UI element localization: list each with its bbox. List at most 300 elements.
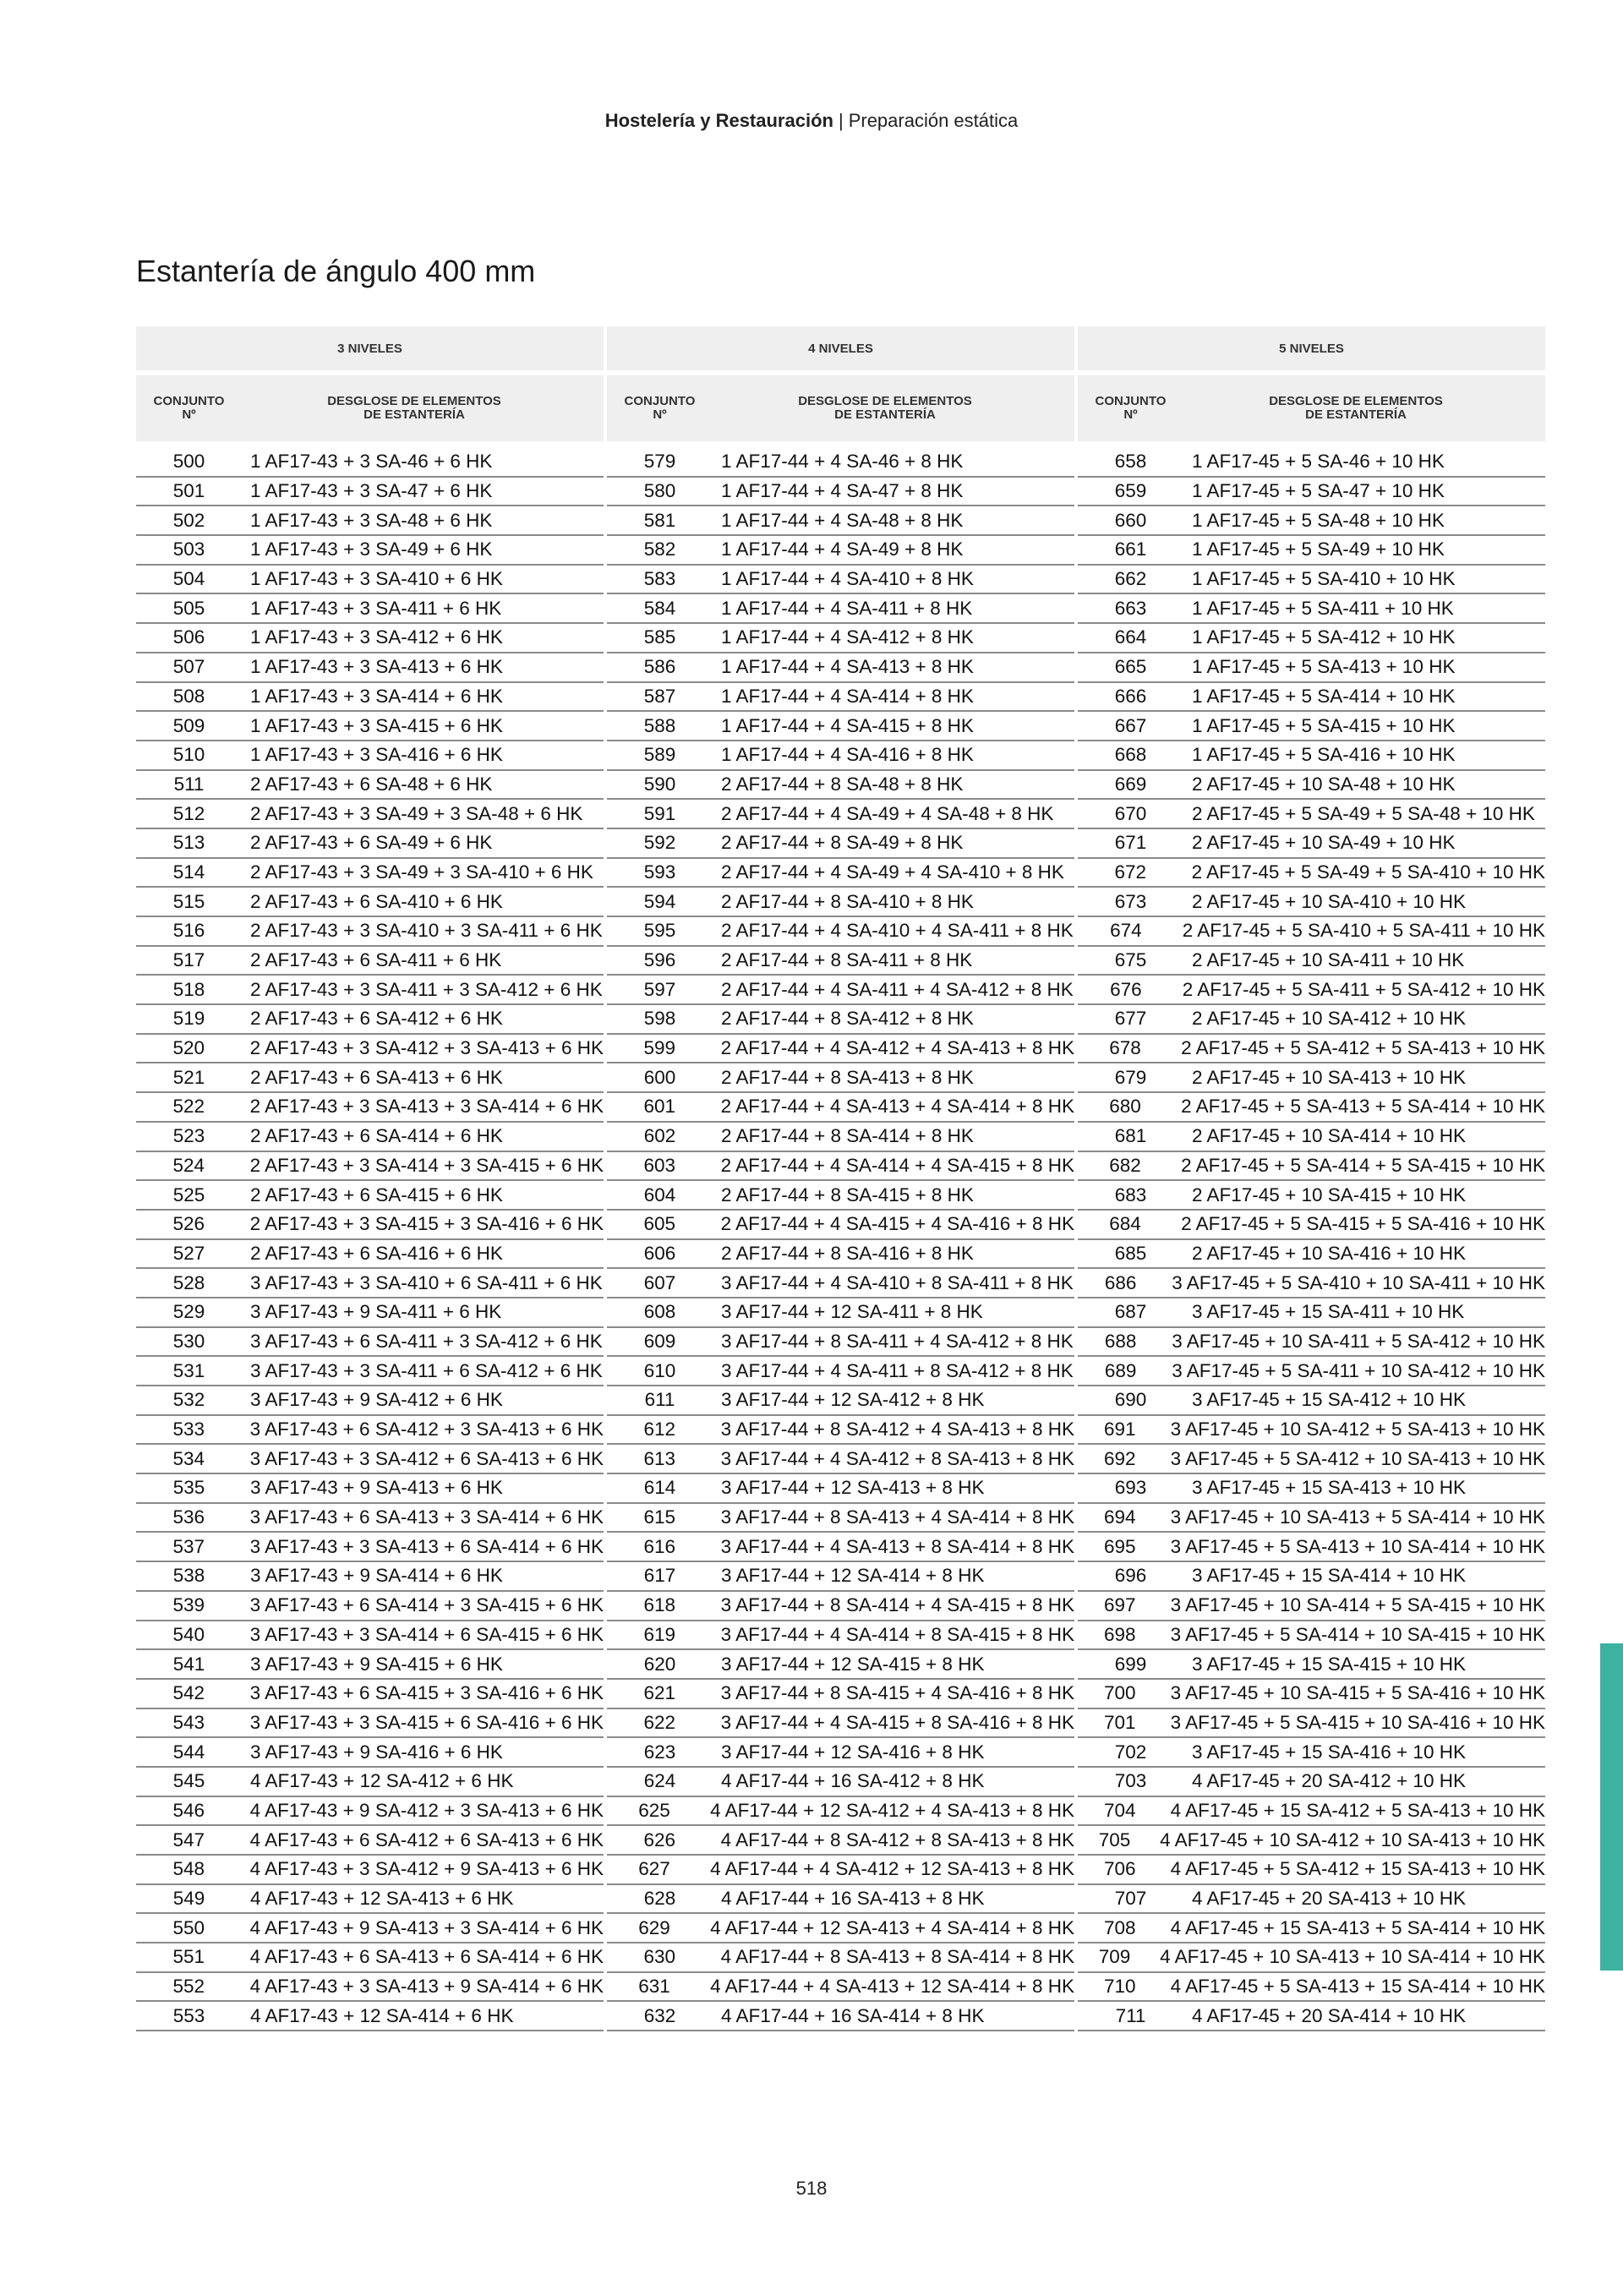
table-row <box>1078 1621 1545 1651</box>
set-breakdown: 4 AF17-43 + 3 SA-412 + 9 SA-413 + 6 HK <box>249 1858 604 1880</box>
set-number: 664 <box>1114 626 1147 648</box>
set-breakdown: 1 AF17-44 + 4 SA-413 + 8 HK <box>721 656 974 678</box>
table-row <box>607 1680 1074 1709</box>
set-number: 666 <box>1114 685 1147 707</box>
set-number: 512 <box>172 802 205 824</box>
set-number: 694 <box>1104 1506 1136 1528</box>
table-row <box>607 1093 1074 1123</box>
table-row <box>136 1826 604 1856</box>
set-number: 549 <box>172 1888 205 1910</box>
set-breakdown: 2 AF17-43 + 6 SA-416 + 6 HK <box>250 1242 503 1264</box>
table-row <box>1078 1386 1545 1416</box>
set-breakdown: 1 AF17-43 + 3 SA-416 + 6 HK <box>250 744 503 766</box>
set-breakdown: 1 AF17-44 + 4 SA-49 + 8 HK <box>721 538 964 560</box>
set-number: 612 <box>643 1419 676 1440</box>
set-number: 660 <box>1114 509 1147 531</box>
set-number: 674 <box>1110 920 1142 942</box>
set-breakdown: 3 AF17-43 + 3 SA-411 + 6 SA-412 + 6 HK <box>250 1359 603 1381</box>
set-number: 524 <box>172 1154 205 1176</box>
set-number: 607 <box>643 1271 676 1293</box>
col-head-description: DESGLOSE DE ELEMENTOS DE ESTANTERÍA <box>1269 394 1443 422</box>
set-breakdown: 3 AF17-43 + 9 SA-415 + 6 HK <box>250 1653 503 1675</box>
table-row <box>136 1943 604 1973</box>
table-row <box>1078 506 1545 536</box>
table-row <box>607 1621 1074 1651</box>
set-breakdown: 4 AF17-44 + 16 SA-412 + 8 HK <box>721 1770 985 1792</box>
table-row <box>136 1152 604 1182</box>
set-breakdown: 3 AF17-43 + 3 SA-410 + 6 SA-411 + 6 HK <box>250 1271 603 1293</box>
set-number: 699 <box>1114 1653 1147 1675</box>
table-row <box>607 594 1074 624</box>
table-row <box>136 1181 604 1211</box>
set-breakdown: 4 AF17-43 + 9 SA-412 + 3 SA-413 + 6 HK <box>249 1799 604 1821</box>
set-number: 680 <box>1109 1096 1141 1118</box>
col-head-description: DESGLOSE DE ELEMENTOS DE ESTANTERÍA <box>327 394 501 422</box>
set-breakdown: 3 AF17-44 + 4 SA-415 + 8 SA-416 + 8 HK <box>720 1711 1074 1733</box>
table-row <box>607 947 1074 976</box>
set-breakdown: 1 AF17-44 + 4 SA-410 + 8 HK <box>721 568 974 590</box>
table-row <box>136 1063 604 1093</box>
set-number: 676 <box>1110 978 1142 1000</box>
set-number: 517 <box>172 949 205 971</box>
table-row <box>607 1592 1074 1621</box>
set-number: 545 <box>172 1770 205 1792</box>
set-breakdown: 3 AF17-45 + 10 SA-413 + 5 SA-414 + 10 HK <box>1170 1506 1545 1528</box>
set-number: 626 <box>643 1829 676 1850</box>
set-breakdown: 3 AF17-43 + 3 SA-413 + 6 SA-414 + 6 HK <box>249 1535 604 1557</box>
set-number: 630 <box>643 1946 676 1968</box>
table-row <box>1078 771 1545 801</box>
table-row <box>607 1768 1074 1797</box>
table-row <box>1078 1240 1545 1270</box>
set-breakdown: 2 AF17-44 + 8 SA-413 + 8 HK <box>721 1066 974 1088</box>
set-breakdown: 3 AF17-44 + 12 SA-416 + 8 HK <box>721 1741 985 1763</box>
set-breakdown: 2 AF17-43 + 3 SA-412 + 3 SA-413 + 6 HK <box>249 1037 604 1059</box>
table-row <box>136 2002 604 2031</box>
set-number: 616 <box>643 1535 676 1557</box>
set-breakdown: 4 AF17-45 + 5 SA-413 + 15 SA-414 + 10 HK <box>1170 1976 1545 1998</box>
set-number: 592 <box>643 832 676 854</box>
table-row <box>136 478 604 507</box>
page-title: Estantería de ángulo 400 mm <box>136 254 536 288</box>
table-row <box>136 888 604 917</box>
table-row <box>607 712 1074 741</box>
table-row <box>136 1093 604 1123</box>
set-number: 586 <box>643 656 676 678</box>
set-number: 598 <box>643 1008 676 1030</box>
table-row <box>1078 741 1545 771</box>
table-row <box>1078 712 1545 741</box>
set-number: 553 <box>172 2004 205 2026</box>
set-breakdown: 3 AF17-45 + 15 SA-416 + 10 HK <box>1192 1741 1466 1763</box>
set-number: 541 <box>172 1653 205 1675</box>
table-row <box>136 594 604 624</box>
set-breakdown: 4 AF17-44 + 8 SA-413 + 8 SA-414 + 8 HK <box>720 1946 1074 1968</box>
level-header: 3 NIVELES <box>136 326 604 370</box>
table-row <box>136 536 604 566</box>
set-number: 624 <box>643 1770 676 1792</box>
set-number: 606 <box>643 1242 676 1264</box>
set-number: 526 <box>172 1213 205 1235</box>
set-breakdown: 2 AF17-44 + 4 SA-49 + 4 SA-410 + 8 HK <box>721 861 1064 883</box>
set-number: 602 <box>643 1125 676 1147</box>
set-number: 501 <box>172 480 205 502</box>
set-number: 692 <box>1104 1447 1136 1469</box>
set-number: 681 <box>1114 1125 1147 1147</box>
table-row <box>136 506 604 536</box>
set-breakdown: 1 AF17-45 + 5 SA-47 + 10 HK <box>1192 480 1445 502</box>
table-row <box>1078 1562 1545 1592</box>
set-number: 672 <box>1114 861 1147 883</box>
set-breakdown: 3 AF17-43 + 9 SA-412 + 6 HK <box>250 1389 503 1411</box>
set-breakdown: 1 AF17-44 + 4 SA-415 + 8 HK <box>721 714 974 736</box>
set-number: 533 <box>172 1419 205 1440</box>
set-number: 698 <box>1104 1623 1136 1645</box>
table-row <box>607 2002 1074 2031</box>
table-row <box>1078 1680 1545 1709</box>
table-row <box>1078 1211 1545 1240</box>
set-breakdown: 4 AF17-43 + 9 SA-413 + 3 SA-414 + 6 HK <box>249 1916 604 1938</box>
set-breakdown: 4 AF17-45 + 15 SA-413 + 5 SA-414 + 10 HK <box>1170 1916 1545 1938</box>
set-breakdown: 2 AF17-43 + 3 SA-49 + 3 SA-410 + 6 HK <box>250 861 593 883</box>
table-row <box>1078 800 1545 829</box>
set-breakdown: 2 AF17-45 + 10 SA-410 + 10 HK <box>1192 890 1466 912</box>
set-breakdown: 1 AF17-45 + 5 SA-48 + 10 HK <box>1192 509 1445 531</box>
set-breakdown: 1 AF17-44 + 4 SA-46 + 8 HK <box>721 451 964 473</box>
table-row <box>607 888 1074 917</box>
set-breakdown: 1 AF17-45 + 5 SA-412 + 10 HK <box>1192 626 1456 648</box>
table-row <box>1078 1768 1545 1797</box>
set-number: 693 <box>1114 1477 1147 1499</box>
table-row <box>136 1768 604 1797</box>
set-number: 579 <box>643 451 676 473</box>
set-number: 671 <box>1114 832 1147 854</box>
set-breakdown: 3 AF17-44 + 8 SA-414 + 4 SA-415 + 8 HK <box>720 1594 1074 1616</box>
set-breakdown: 4 AF17-44 + 4 SA-412 + 12 SA-413 + 8 HK <box>710 1858 1074 1880</box>
set-number: 705 <box>1098 1829 1131 1850</box>
set-number: 610 <box>643 1359 676 1381</box>
table-row <box>1078 536 1545 566</box>
set-number: 670 <box>1114 802 1147 824</box>
table-row <box>136 1474 604 1504</box>
set-breakdown: 4 AF17-45 + 20 SA-414 + 10 HK <box>1192 2004 1466 2026</box>
set-number: 596 <box>643 949 676 971</box>
set-number: 594 <box>643 890 676 912</box>
col-head-number: CONJUNTO Nº <box>624 394 696 422</box>
set-number: 550 <box>172 1916 205 1938</box>
set-breakdown: 3 AF17-44 + 4 SA-413 + 8 SA-414 + 8 HK <box>720 1535 1074 1557</box>
set-number: 711 <box>1115 2004 1146 2026</box>
set-number: 503 <box>172 538 205 560</box>
table-row <box>607 536 1074 566</box>
set-breakdown: 1 AF17-45 + 5 SA-416 + 10 HK <box>1192 744 1456 766</box>
set-number: 603 <box>643 1154 676 1176</box>
set-number: 706 <box>1104 1858 1136 1880</box>
table-row <box>607 1445 1074 1474</box>
set-breakdown: 4 AF17-45 + 5 SA-412 + 15 SA-413 + 10 HK <box>1170 1858 1545 1880</box>
set-breakdown: 2 AF17-44 + 4 SA-414 + 4 SA-415 + 8 HK <box>720 1154 1074 1176</box>
set-number: 529 <box>172 1301 205 1323</box>
set-number: 515 <box>172 890 205 912</box>
table-row <box>607 506 1074 536</box>
set-breakdown: 2 AF17-44 + 4 SA-413 + 4 SA-414 + 8 HK <box>720 1096 1074 1118</box>
table-row <box>1078 859 1545 888</box>
table-row <box>136 1298 604 1328</box>
set-number: 532 <box>172 1389 205 1411</box>
set-number: 623 <box>643 1741 676 1763</box>
table-row <box>1078 1738 1545 1768</box>
table-row <box>136 653 604 683</box>
set-number: 686 <box>1104 1271 1137 1293</box>
set-breakdown: 2 AF17-45 + 10 SA-413 + 10 HK <box>1192 1066 1466 1088</box>
set-breakdown: 2 AF17-45 + 10 SA-416 + 10 HK <box>1192 1242 1466 1264</box>
set-number: 685 <box>1114 1242 1147 1264</box>
table-row <box>1078 1093 1545 1123</box>
set-breakdown: 2 AF17-43 + 3 SA-410 + 3 SA-411 + 6 HK <box>250 920 603 942</box>
set-breakdown: 3 AF17-43 + 6 SA-412 + 3 SA-413 + 6 HK <box>249 1419 604 1440</box>
table-row <box>1078 1650 1545 1680</box>
table-row <box>136 1240 604 1270</box>
set-number: 500 <box>172 451 205 473</box>
table-row <box>136 976 604 1005</box>
table-row <box>607 1973 1074 2003</box>
set-number: 601 <box>643 1096 676 1118</box>
set-breakdown: 2 AF17-44 + 4 SA-415 + 4 SA-416 + 8 HK <box>720 1213 1074 1235</box>
set-number: 590 <box>643 773 676 795</box>
set-breakdown: 2 AF17-43 + 6 SA-414 + 6 HK <box>250 1125 503 1147</box>
table-row <box>607 1562 1074 1592</box>
set-number: 538 <box>172 1565 205 1587</box>
set-number: 597 <box>643 978 676 1000</box>
set-breakdown: 2 AF17-45 + 10 SA-412 + 10 HK <box>1192 1008 1466 1030</box>
table-row <box>607 1474 1074 1504</box>
set-number: 700 <box>1104 1682 1136 1704</box>
table-row <box>1078 1445 1545 1474</box>
set-number: 542 <box>172 1682 205 1704</box>
column-headers <box>136 375 604 441</box>
table-row <box>136 1123 604 1152</box>
set-breakdown: 3 AF17-44 + 12 SA-414 + 8 HK <box>721 1565 985 1587</box>
set-breakdown: 3 AF17-45 + 15 SA-413 + 10 HK <box>1192 1477 1466 1499</box>
set-breakdown: 4 AF17-44 + 16 SA-414 + 8 HK <box>721 2004 985 2026</box>
set-number: 613 <box>643 1447 676 1469</box>
set-number: 548 <box>172 1858 205 1880</box>
table-row <box>1078 1123 1545 1152</box>
table-row <box>607 1240 1074 1270</box>
set-number: 595 <box>643 920 676 942</box>
set-number: 506 <box>172 626 205 648</box>
table-3-niveles <box>136 326 604 2031</box>
set-number: 518 <box>172 978 205 1000</box>
set-breakdown: 1 AF17-45 + 5 SA-414 + 10 HK <box>1192 685 1456 707</box>
table-row <box>136 917 604 947</box>
table-row <box>607 1298 1074 1328</box>
table-row <box>136 800 604 829</box>
set-breakdown: 2 AF17-43 + 3 SA-411 + 3 SA-412 + 6 HK <box>250 978 603 1000</box>
set-number: 535 <box>172 1477 205 1499</box>
set-breakdown: 3 AF17-44 + 8 SA-411 + 4 SA-412 + 8 HK <box>721 1330 1074 1352</box>
set-breakdown: 2 AF17-44 + 8 SA-416 + 8 HK <box>721 1242 974 1264</box>
set-number: 589 <box>643 744 676 766</box>
set-number: 710 <box>1104 1976 1136 1998</box>
set-breakdown: 3 AF17-45 + 5 SA-411 + 10 SA-412 + 10 HK <box>1172 1359 1545 1381</box>
table-row <box>607 566 1074 595</box>
set-breakdown: 2 AF17-45 + 5 SA-410 + 5 SA-411 + 10 HK <box>1182 920 1545 942</box>
col-head-number: CONJUNTO Nº <box>1095 394 1167 422</box>
set-breakdown: 2 AF17-44 + 8 SA-411 + 8 HK <box>721 949 973 971</box>
set-breakdown: 2 AF17-45 + 5 SA-413 + 5 SA-414 + 10 HK <box>1181 1096 1545 1118</box>
table-row <box>1078 448 1545 478</box>
set-number: 528 <box>172 1271 205 1293</box>
running-header <box>0 110 1623 132</box>
set-number: 537 <box>172 1535 205 1557</box>
set-breakdown: 3 AF17-43 + 3 SA-412 + 6 SA-413 + 6 HK <box>249 1447 604 1469</box>
set-number: 707 <box>1114 1888 1147 1910</box>
set-breakdown: 2 AF17-44 + 4 SA-410 + 4 SA-411 + 8 HK <box>721 920 1074 942</box>
table-row <box>1078 829 1545 859</box>
set-breakdown: 3 AF17-44 + 8 SA-413 + 4 SA-414 + 8 HK <box>720 1506 1074 1528</box>
set-breakdown: 4 AF17-43 + 12 SA-412 + 6 HK <box>250 1770 514 1792</box>
table-row <box>607 1504 1074 1533</box>
set-number: 614 <box>643 1477 676 1499</box>
set-breakdown: 1 AF17-43 + 3 SA-412 + 6 HK <box>250 626 503 648</box>
table-row <box>607 1152 1074 1182</box>
set-breakdown: 3 AF17-44 + 12 SA-411 + 8 HK <box>721 1301 983 1323</box>
set-breakdown: 1 AF17-44 + 4 SA-48 + 8 HK <box>721 509 964 531</box>
table-row <box>1078 888 1545 917</box>
table-row <box>136 1533 604 1562</box>
table-row <box>136 1386 604 1416</box>
set-number: 661 <box>1114 538 1147 560</box>
set-number: 534 <box>172 1447 205 1469</box>
set-number: 608 <box>643 1301 676 1323</box>
table-row <box>607 1856 1074 1885</box>
set-number: 599 <box>643 1037 676 1059</box>
set-number: 507 <box>172 656 205 678</box>
set-number: 691 <box>1104 1419 1136 1440</box>
set-number: 584 <box>643 597 676 619</box>
set-number: 525 <box>172 1184 205 1205</box>
set-breakdown: 2 AF17-45 + 5 SA-412 + 5 SA-413 + 10 HK <box>1181 1037 1545 1059</box>
set-breakdown: 1 AF17-43 + 3 SA-411 + 6 HK <box>250 597 502 619</box>
table-5-niveles <box>1078 326 1545 2031</box>
set-breakdown: 2 AF17-45 + 5 SA-49 + 5 SA-410 + 10 HK <box>1191 861 1545 883</box>
table-row <box>607 1650 1074 1680</box>
column-headers <box>607 375 1074 441</box>
set-number: 504 <box>172 568 205 590</box>
set-number: 519 <box>172 1008 205 1030</box>
table-row <box>136 1005 604 1035</box>
table-row <box>607 1386 1074 1416</box>
table-row <box>607 1035 1074 1064</box>
set-breakdown: 1 AF17-45 + 5 SA-413 + 10 HK <box>1192 656 1456 678</box>
set-breakdown: 3 AF17-43 + 9 SA-414 + 6 HK <box>250 1565 503 1587</box>
table-rows <box>136 448 604 2031</box>
set-breakdown: 2 AF17-45 + 10 SA-414 + 10 HK <box>1192 1125 1466 1147</box>
set-breakdown: 2 AF17-44 + 4 SA-411 + 4 SA-412 + 8 HK <box>721 978 1074 1000</box>
set-breakdown: 3 AF17-44 + 4 SA-411 + 8 SA-412 + 8 HK <box>721 1359 1074 1381</box>
set-breakdown: 4 AF17-44 + 8 SA-412 + 8 SA-413 + 8 HK <box>720 1829 1074 1850</box>
set-breakdown: 2 AF17-45 + 5 SA-415 + 5 SA-416 + 10 HK <box>1181 1213 1545 1235</box>
set-number: 618 <box>643 1594 676 1616</box>
set-breakdown: 4 AF17-43 + 12 SA-414 + 6 HK <box>250 2004 514 2026</box>
set-breakdown: 1 AF17-43 + 3 SA-48 + 6 HK <box>250 509 493 531</box>
table-row <box>1078 683 1545 713</box>
set-breakdown: 4 AF17-43 + 6 SA-412 + 6 SA-413 + 6 HK <box>249 1829 604 1850</box>
set-breakdown: 3 AF17-43 + 6 SA-414 + 3 SA-415 + 6 HK <box>249 1594 604 1616</box>
table-row <box>607 1826 1074 1856</box>
set-number: 587 <box>643 685 676 707</box>
set-breakdown: 2 AF17-43 + 6 SA-412 + 6 HK <box>250 1008 503 1030</box>
set-number: 688 <box>1104 1330 1137 1352</box>
table-row <box>1078 1943 1545 1973</box>
set-breakdown: 3 AF17-45 + 5 SA-413 + 10 SA-414 + 10 HK <box>1170 1535 1545 1557</box>
set-breakdown: 2 AF17-44 + 4 SA-412 + 4 SA-413 + 8 HK <box>720 1037 1074 1059</box>
table-row <box>607 829 1074 859</box>
page-number: 518 <box>795 2178 828 2199</box>
col-head-description: DESGLOSE DE ELEMENTOS DE ESTANTERÍA <box>798 394 972 422</box>
table-row <box>136 1914 604 1943</box>
set-number: 677 <box>1114 1008 1147 1030</box>
set-number: 510 <box>172 744 205 766</box>
table-row <box>1078 1973 1545 2003</box>
set-breakdown: 4 AF17-43 + 6 SA-413 + 6 SA-414 + 6 HK <box>249 1946 604 1968</box>
table-row <box>607 1416 1074 1446</box>
col-head-number: CONJUNTO Nº <box>153 394 225 422</box>
table-row <box>1078 594 1545 624</box>
set-breakdown: 1 AF17-44 + 4 SA-47 + 8 HK <box>721 480 964 502</box>
table-row <box>136 1504 604 1533</box>
set-number: 662 <box>1114 568 1147 590</box>
set-breakdown: 3 AF17-45 + 5 SA-410 + 10 SA-411 + 10 HK <box>1172 1271 1545 1293</box>
set-number: 704 <box>1104 1799 1136 1821</box>
set-breakdown: 3 AF17-43 + 3 SA-414 + 6 SA-415 + 6 HK <box>249 1623 604 1645</box>
table-row <box>607 683 1074 713</box>
table-row <box>1078 1474 1545 1504</box>
set-number: 621 <box>643 1682 676 1704</box>
set-breakdown: 2 AF17-45 + 10 SA-48 + 10 HK <box>1192 773 1456 795</box>
set-number: 687 <box>1114 1301 1147 1323</box>
set-breakdown: 2 AF17-45 + 5 SA-414 + 5 SA-415 + 10 HK <box>1181 1154 1545 1176</box>
table-row <box>1078 1885 1545 1915</box>
table-row <box>136 1885 604 1915</box>
table-row <box>1078 1709 1545 1739</box>
set-number: 679 <box>1114 1066 1147 1088</box>
set-number: 523 <box>172 1125 205 1147</box>
table-row <box>1078 1181 1545 1211</box>
table-row <box>607 1328 1074 1358</box>
set-breakdown: 4 AF17-45 + 15 SA-412 + 5 SA-413 + 10 HK <box>1170 1799 1545 1821</box>
level-header: 4 NIVELES <box>607 326 1074 370</box>
set-breakdown: 2 AF17-45 + 10 SA-49 + 10 HK <box>1192 832 1456 854</box>
table-row <box>1078 1797 1545 1827</box>
set-number: 615 <box>643 1506 676 1528</box>
table-row <box>136 1445 604 1474</box>
set-breakdown: 4 AF17-45 + 20 SA-413 + 10 HK <box>1192 1888 1466 1910</box>
table-row <box>607 1123 1074 1152</box>
table-row <box>607 1797 1074 1827</box>
table-row <box>1078 566 1545 595</box>
set-number: 709 <box>1098 1946 1131 1968</box>
set-breakdown: 2 AF17-44 + 8 SA-49 + 8 HK <box>721 832 964 854</box>
set-number: 611 <box>644 1389 675 1411</box>
table-row <box>607 1269 1074 1298</box>
set-number: 697 <box>1104 1594 1136 1616</box>
set-breakdown: 3 AF17-45 + 15 SA-415 + 10 HK <box>1192 1653 1466 1675</box>
set-breakdown: 1 AF17-43 + 3 SA-415 + 6 HK <box>250 714 503 736</box>
table-row <box>1078 1063 1545 1093</box>
set-number: 547 <box>172 1829 205 1850</box>
